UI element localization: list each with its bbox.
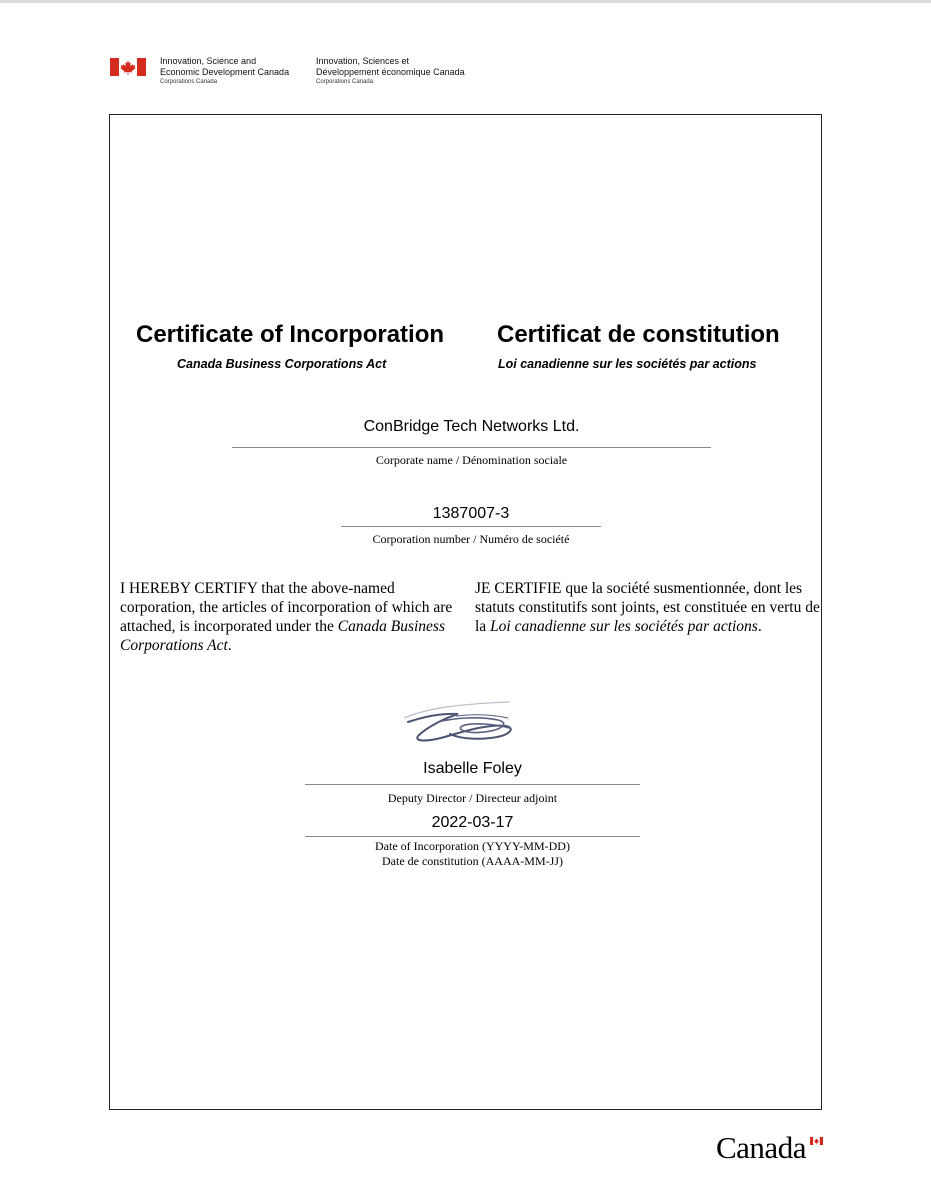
department-name-en [160, 56, 289, 87]
corporate-name-caption: Corporate name / Dénomination sociale [375, 453, 568, 467]
incorporation-date: 2022-03-17 [431, 814, 514, 831]
corporation-number-caption: Corporation number / Numéro de société [372, 532, 570, 546]
corporation-number: 1387007-3 [432, 505, 510, 522]
date-rule [305, 836, 640, 837]
certification-text-en [120, 579, 465, 655]
certify-en-part1: I HEREBY CERTIFY that the above-named corporation, the articles of incorporation of which are attached, is incorporated under the [120, 580, 453, 635]
corporate-name-rule [232, 447, 711, 448]
corporate-name: ConBridge Tech Networks Ltd. [363, 418, 580, 435]
department-fr-line2: Développement économique Canada [316, 67, 465, 77]
department-name-fr [316, 56, 465, 87]
certification-text-fr [475, 579, 820, 636]
certify-en-part2: . [227, 637, 232, 654]
canada-wordmark: Canada [716, 1130, 806, 1165]
date-caption-en: Date of Incorporation (YYYY-MM-DD) [375, 839, 570, 853]
signature-image [398, 696, 558, 748]
department-fr-line1: Innovation, Sciences et [316, 56, 410, 66]
wordmark-flag-icon [810, 1137, 823, 1145]
signatory-title: Deputy Director / Directeur adjoint [387, 791, 558, 805]
date-caption-fr: Date de constitution (AAAA-MM-JJ) [382, 854, 563, 868]
act-name-fr: Loi canadienne sur les sociétés par actions [498, 357, 757, 371]
canada-flag-icon [110, 58, 146, 76]
department-en-line2: Economic Development Canada [160, 67, 290, 77]
certify-fr-act: Loi canadienne sur les sociétés par actions [490, 618, 758, 635]
signatory-rule [305, 784, 640, 785]
department-en-line1: Innovation, Science and [160, 56, 257, 66]
department-fr-sub: Corporations Canada [316, 79, 374, 85]
act-name-en: Canada Business Corporations Act [177, 357, 387, 371]
department-en-sub: Corporations Canada [160, 79, 218, 85]
certify-fr-part1: JE CERTIFIE que la société susmentionnée, dont les statuts constitutifs sont joints, est constituée en vertu de la [475, 580, 820, 635]
certificate-title-fr: Certificat de constitution [497, 321, 780, 348]
certificate-title-en: Certificate of Incorporation [136, 321, 445, 348]
certify-en-act: Canada Business Corporations Act [120, 618, 445, 654]
signatory-name: Isabelle Foley [423, 760, 522, 777]
corporation-number-rule [341, 526, 601, 527]
certify-fr-part2: . [757, 618, 762, 635]
top-border [0, 0, 931, 3]
